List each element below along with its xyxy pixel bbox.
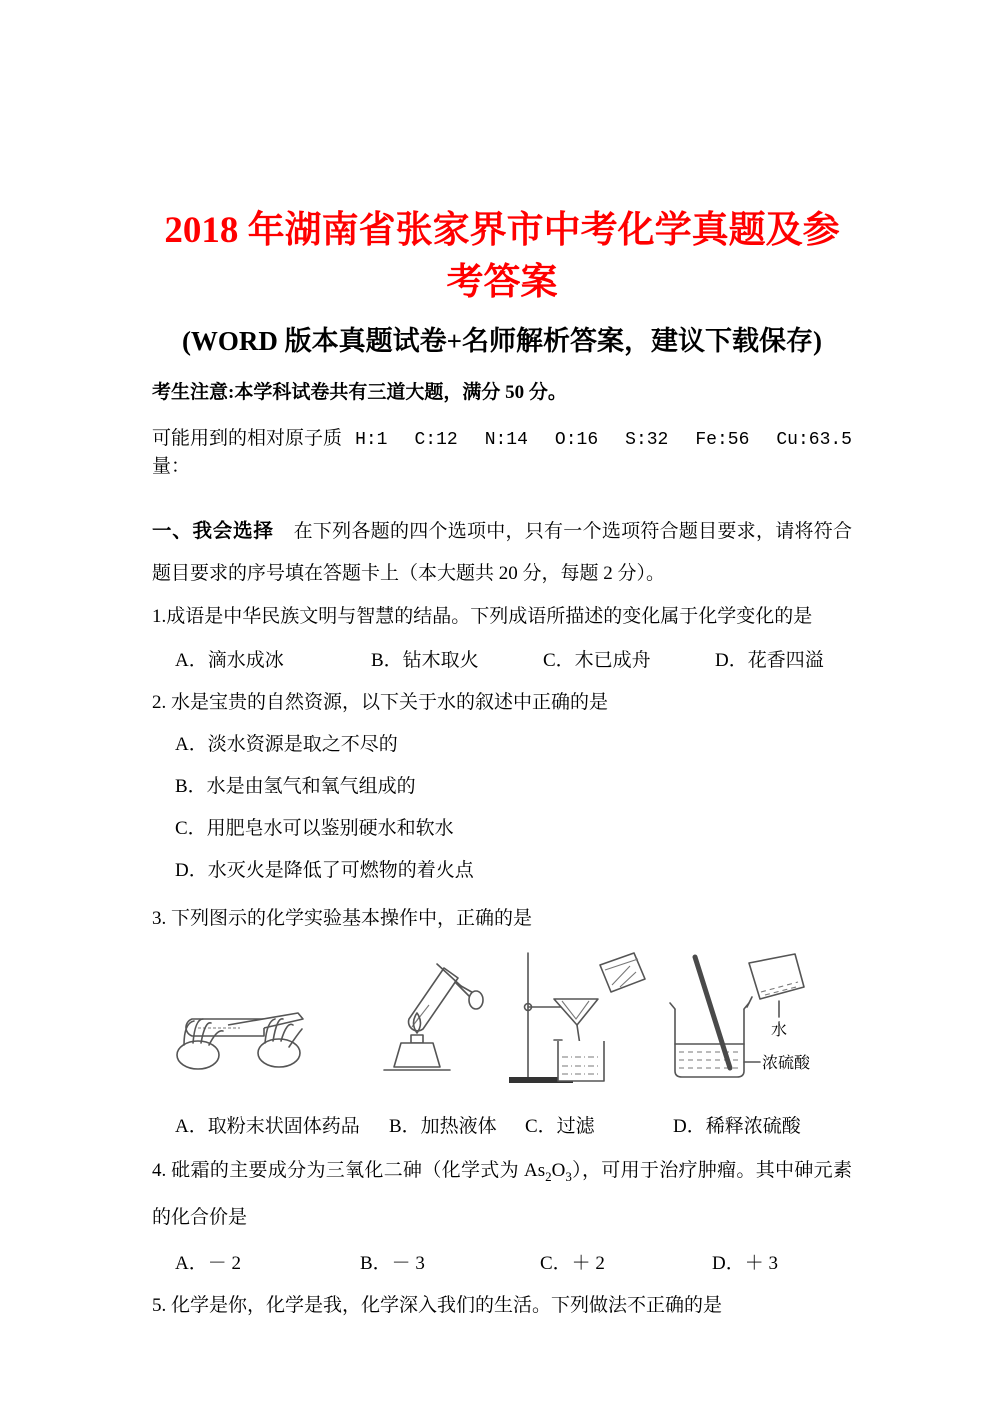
q4-text-after: ），可用于治疗肿瘤。其中砷元素	[571, 1160, 852, 1181]
q4-chemical-formula	[523, 1160, 572, 1184]
q4-text-before: 4. 砒霜的主要成分为三氧化二砷（化学式为	[152, 1160, 524, 1181]
q2-option-a: A．淡水资源是取之不尽的	[175, 734, 398, 755]
question-1-options	[152, 647, 852, 675]
q3-figures	[152, 945, 852, 1105]
question-2: 2. 水是宝贵的自然资源，以下关于水的叙述中正确的是	[152, 692, 609, 713]
question-4-line2: 的化合价是	[152, 1206, 248, 1228]
atomic-mass-H: H:1	[355, 430, 388, 450]
q1-option-a: A．滴水成冰	[175, 650, 284, 671]
atomic-mass-Cu: Cu:63.5	[776, 430, 852, 450]
q4-formula-sub3: 3	[565, 1168, 572, 1184]
exam-subtitle: (WORD 版本真题试卷+名师解析答案，建议下载保存)	[181, 326, 823, 356]
atomic-mass-Fe: Fe:56	[695, 430, 750, 450]
q4-option-d: D．＋ 3	[712, 1252, 778, 1274]
question-4-options	[152, 1250, 852, 1278]
q2-option-b: B．水是由氢气和氧气组成的	[175, 776, 416, 797]
q4-formula-o: O	[551, 1160, 566, 1181]
q4-option-a: A．－ 2	[175, 1252, 241, 1274]
exam-title-line2: 考答案	[446, 262, 558, 303]
question-5: 5. 化学是你，化学是我，化学深入我们的生活。下列做法不正确的是	[152, 1294, 723, 1316]
exam-title	[152, 205, 852, 309]
q1-option-d: D．花香四溢	[715, 650, 824, 671]
filtration-illustration	[504, 945, 649, 1095]
atomic-mass-O: O:16	[554, 430, 599, 450]
acid-label: 浓硫酸	[762, 1055, 811, 1072]
candidate-notice: 考生注意:本学科试卷共有三道大题，满分 50 分。	[152, 382, 567, 403]
q4-option-c: C．＋ 2	[540, 1252, 605, 1274]
section-one-title: 一、我会选择	[152, 521, 274, 542]
figure-take-powder	[166, 967, 316, 1085]
section-one-instruction: 在下列各题的四个选项中，只有一个选项符合题目要求，请将符合题目要求的序号填在答题卡上（本大题共 20 分，每题 2 分）。	[152, 521, 852, 584]
q4-formula-as: As	[523, 1160, 546, 1181]
q3-option-b: B．加热液体	[389, 1116, 497, 1137]
dilute-acid-illustration	[648, 947, 838, 1099]
atomic-mass-line	[152, 425, 852, 481]
q2-option-c: C．用肥皂水可以鉴别硬水和软水	[175, 818, 454, 839]
atomic-mass-S: S:32	[625, 430, 669, 450]
q1-option-c: C．木已成舟	[543, 650, 651, 671]
question-1: 1.成语是中华民族文明与智慧的结晶。下列成语所描述的变化属于化学变化的是	[152, 606, 813, 627]
question-4-line1	[152, 1157, 852, 1191]
atomic-mass-label: 可能用到的相对原子质量：	[152, 428, 343, 477]
q4-option-b: B．－ 3	[360, 1252, 425, 1274]
atomic-mass-C: C:12	[414, 430, 458, 450]
figure-dilute-acid	[648, 947, 838, 1099]
q4-formula-sub2: 2	[545, 1168, 552, 1184]
atomic-mass-N: N:14	[484, 430, 528, 450]
q1-option-b: B．钻木取火	[371, 650, 479, 671]
figure-heat-liquid	[360, 949, 485, 1099]
take-powder-illustration	[166, 967, 316, 1085]
heat-liquid-illustration	[360, 949, 485, 1099]
q3-option-d: D．稀释浓硫酸	[673, 1116, 801, 1137]
exam-title-line1: 2018 年湖南省张家界市中考化学真题及参	[164, 210, 840, 251]
figure-filtration	[504, 945, 649, 1095]
q3-option-a: A．取粉末状固体药品	[175, 1116, 360, 1137]
water-label: 水	[771, 1022, 788, 1039]
question-3: 3. 下列图示的化学实验基本操作中，正确的是	[152, 908, 533, 929]
section-one-heading	[152, 511, 852, 595]
q2-option-d: D．水灭火是降低了可燃物的着火点	[175, 860, 474, 881]
q3-option-c: C．过滤	[525, 1116, 595, 1137]
question-3-options	[152, 1113, 852, 1141]
